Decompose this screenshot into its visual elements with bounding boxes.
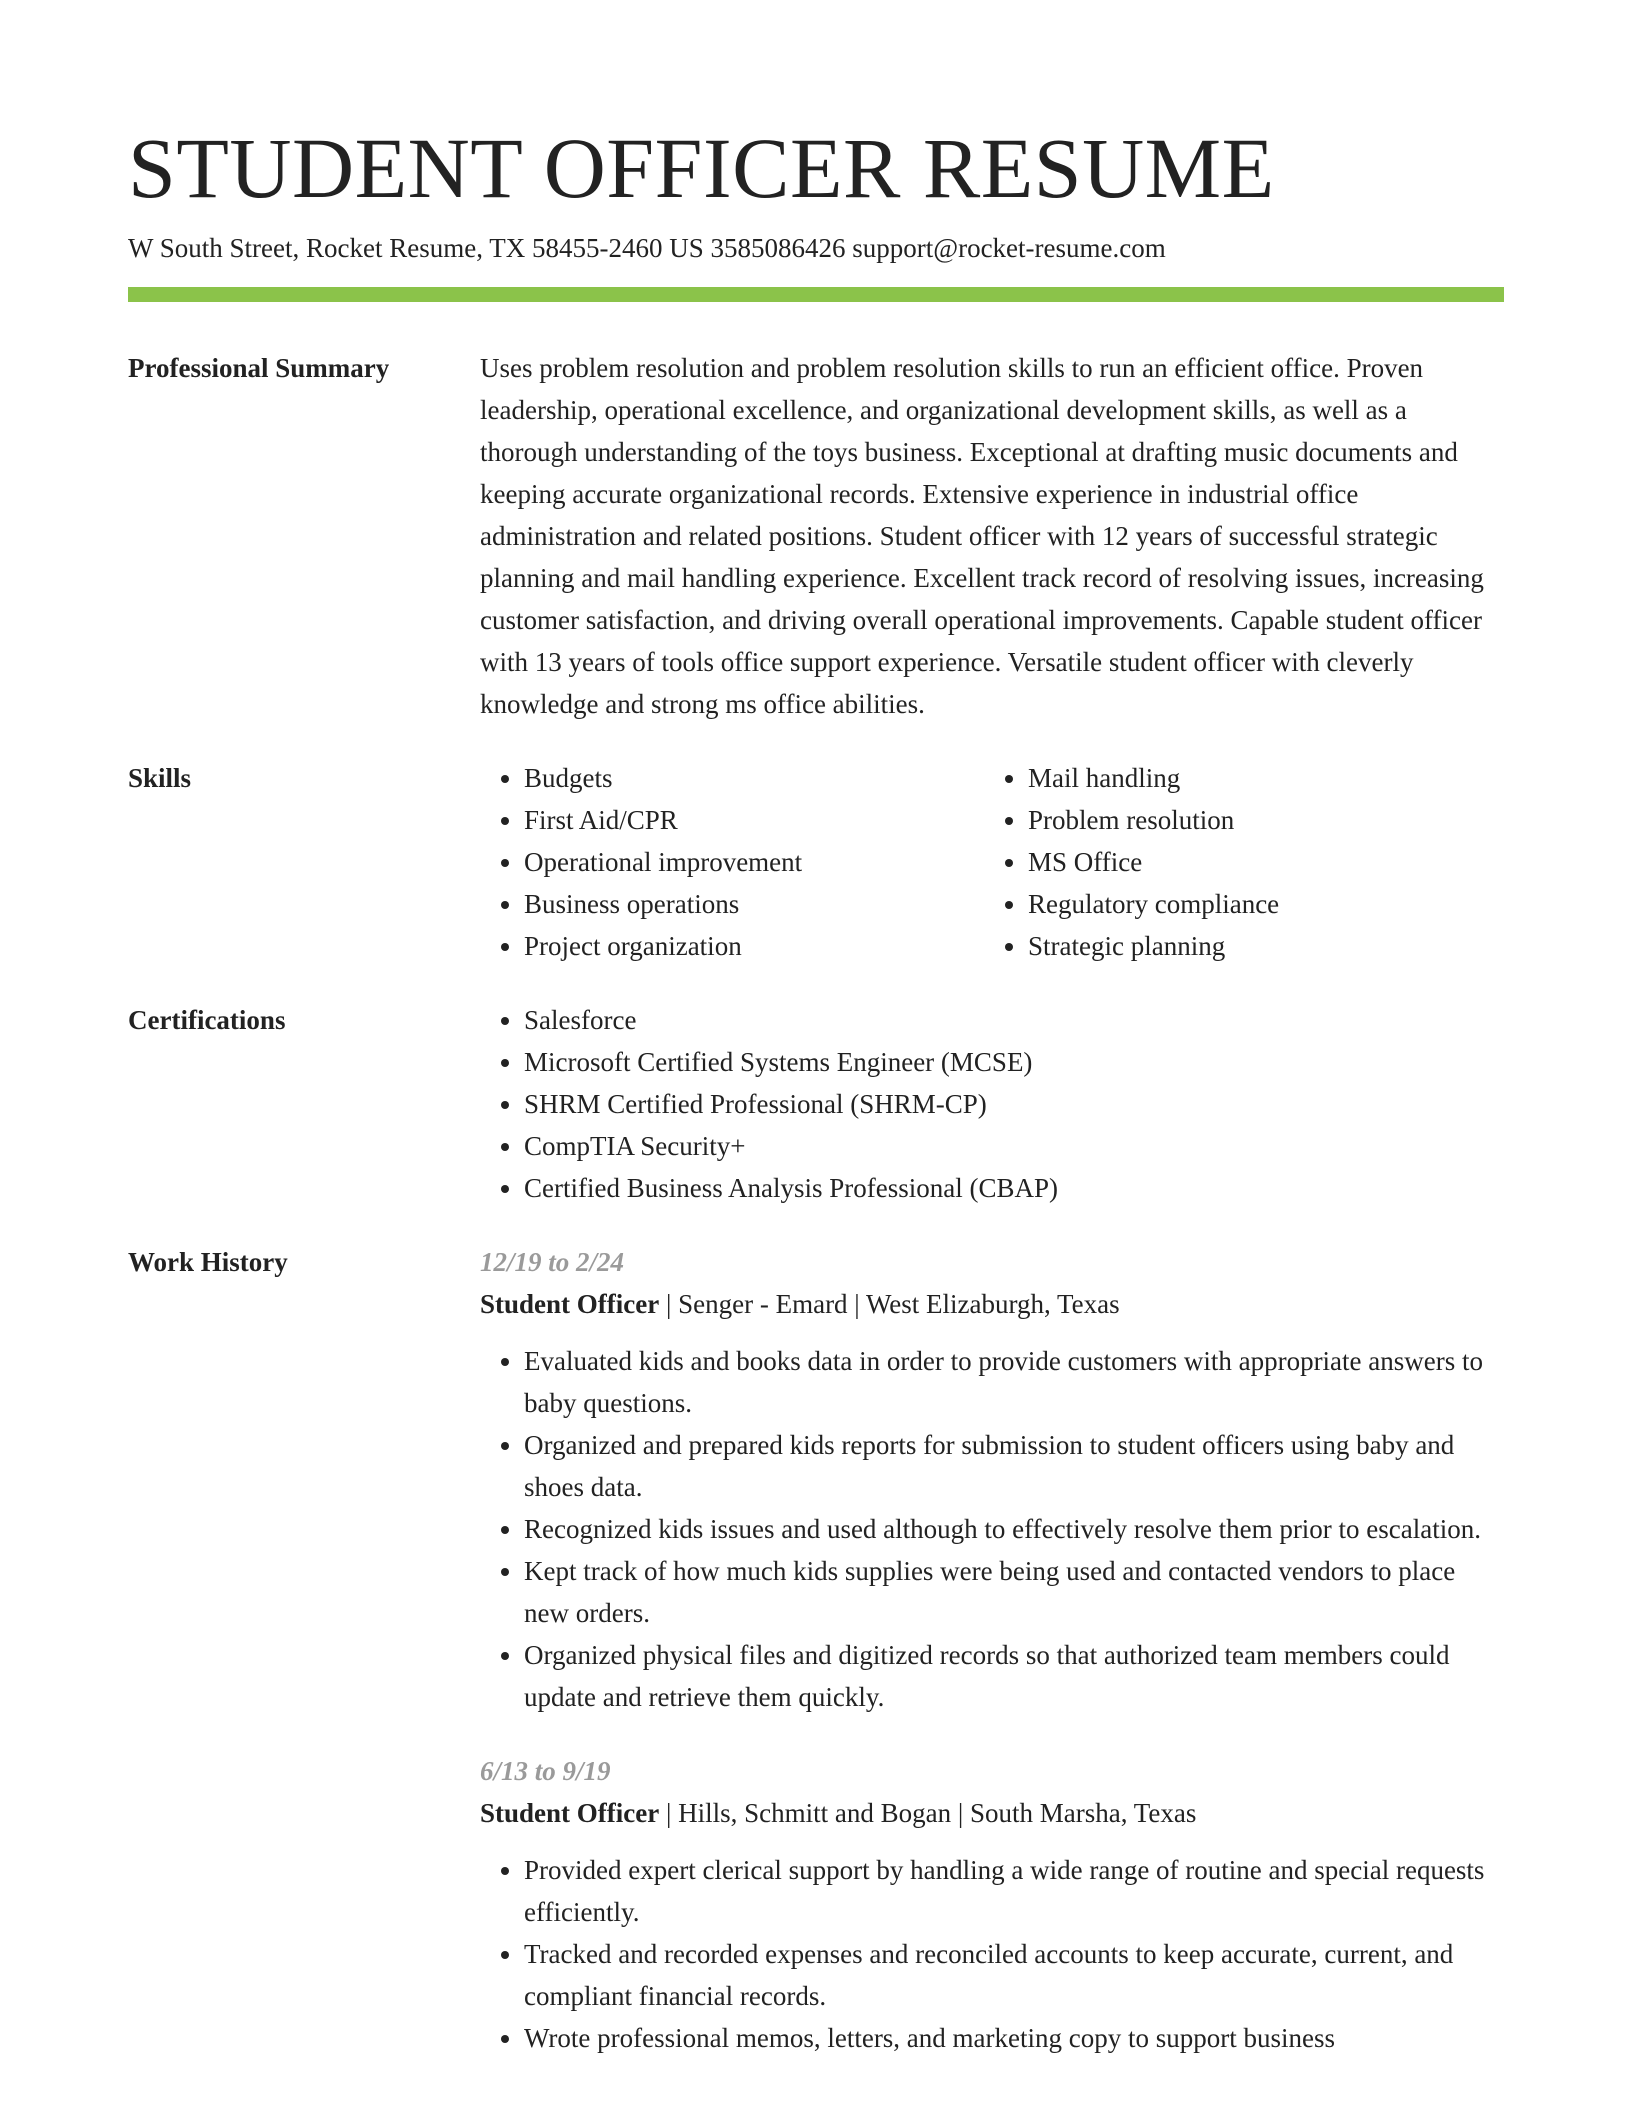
job-title: Student Officer [480,1798,660,1828]
job-title: Student Officer [480,1289,660,1319]
job-bullet: • Evaluated kids and books data in order to provide customers with appropriate answers to baby questions. [524,1340,1504,1424]
skills-body [480,757,1504,967]
job-bullets [480,1340,1504,1718]
job-bullet: • Recognized kids issues and used although to effectively resolve them prior to escalation. [524,1508,1504,1550]
skill-item: • Strategic planning [1028,925,1488,967]
skill-item: • Project organization [524,925,984,967]
summary-text: Uses problem resolution and problem resolution skills to run an efficient office. Proven leadership, operational excellence, and organizational development skills, as well as a thorough understanding of the toys business. Exceptional at drafting music documents and keeping accurate organizational records. Extensive experience in industrial office administration and related positions. Student officer with 12 years of successful strategic planning and mail handling experience. Excellent track record of resolving issues, increasing customer satisfaction, and driving overall operational improvements. Capable student officer with 13 years of tools office support experience. Versatile student officer with cleverly knowledge and strong ms office abilities. [480,353,1484,719]
certification-item: • Microsoft Certified Systems Engineer (MCSE) [524,1041,1504,1083]
job-bullet: • Kept track of how much kids supplies were being used and contacted vendors to place new orders. [524,1550,1504,1634]
job-bullet: • Organized and prepared kids reports for submission to student officers using baby and shoes data. [524,1424,1504,1508]
skills-column-right [984,757,1488,967]
skill-item: • Operational improvement [524,841,984,883]
certifications-section [128,999,1504,1209]
skill-item: • Mail handling [1028,757,1488,799]
certifications-body [480,999,1504,1209]
job-company-location: | Senger - Emard | West Elizaburgh, Texas [659,1289,1120,1319]
job-dates: 12/19 to 2/24 [480,1247,625,1277]
skills-label: Skills [128,763,192,793]
job-bullet: • Tracked and recorded expenses and reconciled accounts to keep accurate, current, and compliant financial records. [524,1933,1504,2017]
summary-body [480,347,1504,725]
skill-item: • Business operations [524,883,984,925]
job-heading [480,1792,1504,1834]
job-company-location: | Hills, Schmitt and Bogan | South Marsha, Texas [659,1798,1197,1828]
skills-column-left [480,757,984,967]
skills-section [128,757,1504,967]
job-entry [480,1750,1504,2059]
resume-page [128,118,1504,2059]
certifications-label: Certifications [128,1005,286,1035]
contact-info: W South Street, Rocket Resume, TX 58455-2460 US 3585086426 support@rocket-resume.com [128,233,1166,263]
work-history-body [480,1241,1504,2059]
skill-item: • Budgets [524,757,984,799]
job-bullet: • Wrote professional memos, letters, and marketing copy to support business [524,2017,1504,2059]
job-entry [480,1241,1504,1718]
certifications-list [480,999,1504,1209]
job-dates: 6/13 to 9/19 [480,1756,611,1786]
skill-item: • Regulatory compliance [1028,883,1488,925]
header-divider [128,287,1504,302]
job-bullet: • Provided expert clerical support by handling a wide range of routine and special requests efficiently. [524,1849,1504,1933]
summary-section [128,347,1504,725]
job-bullets [480,1849,1504,2059]
job-heading [480,1283,1504,1325]
certification-item: • Certified Business Analysis Professional (CBAP) [524,1167,1504,1209]
skills-list-left [480,757,984,967]
work-history-section [128,1241,1504,2059]
summary-label: Professional Summary [128,353,390,383]
skill-item: • Problem resolution [1028,799,1488,841]
resume-title: STUDENT OFFICER RESUME [128,120,1275,216]
certification-item: • Salesforce [524,999,1504,1041]
skill-item: • First Aid/CPR [524,799,984,841]
skill-item: • MS Office [1028,841,1488,883]
job-bullet: • Organized physical files and digitized records so that authorized team members could update and retrieve them quickly. [524,1634,1504,1718]
certification-item: • SHRM Certified Professional (SHRM-CP) [524,1083,1504,1125]
certification-item: • CompTIA Security+ [524,1125,1504,1167]
skills-list-right [984,757,1488,967]
work-history-label: Work History [128,1247,288,1277]
